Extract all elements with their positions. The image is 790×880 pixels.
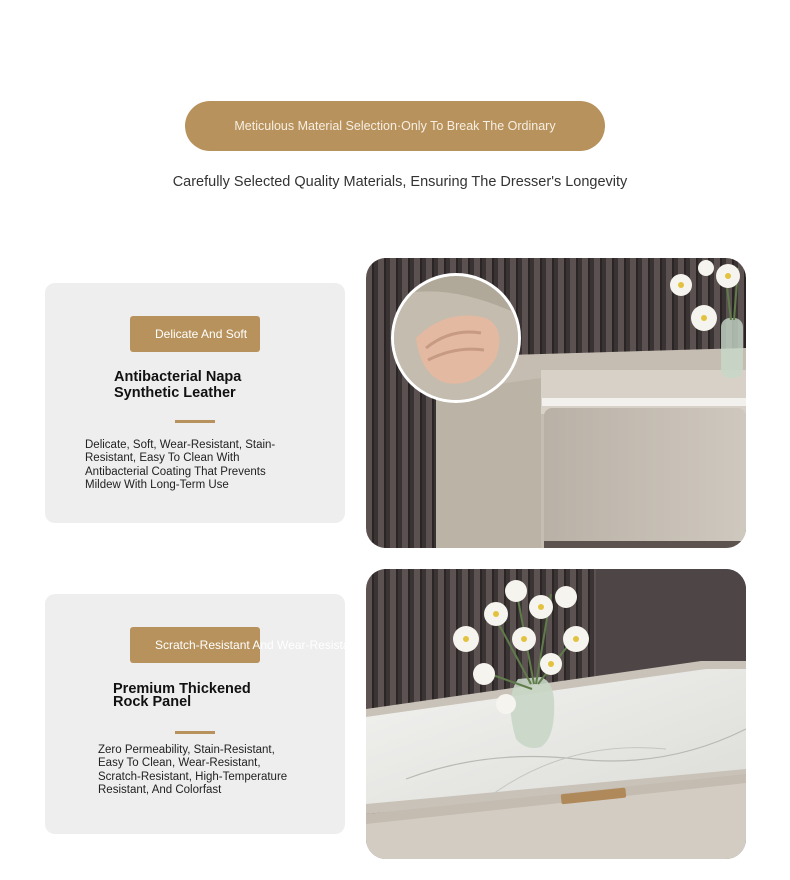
page-subtitle: Carefully Selected Quality Materials, Ensuring The Dresser's Longevity [172, 174, 628, 190]
accent-divider [175, 420, 215, 423]
feature-title: Premium Thickened Rock Panel [113, 681, 251, 710]
feature-description: Zero Permeability, Stain-Resistant, Easy To Clean, Wear-Resistant, Scratch-Resistant, High-Temperature Resistant, And Colorfast [98, 744, 288, 796]
feature-card-rock-panel [45, 594, 360, 834]
feature-description: Delicate, Soft, Wear-Resistant, Stain-Resistant, Easy To Clean With Antibacterial Coating That Prevents Mildew With Long-Term Use [85, 439, 276, 491]
feature-tag: Scratch-Resistant And Wear-Resistant [130, 627, 260, 663]
rock-panel-photo [366, 569, 746, 859]
accent-divider [175, 731, 215, 734]
feature-tag: Delicate And Soft [130, 316, 260, 352]
leather-drawer-photo [366, 258, 746, 548]
feature-title: Antibacterial Napa Synthetic Leather [114, 369, 242, 401]
header-pill: Meticulous Material Selection·Only To Break The Ordinary [185, 101, 605, 151]
feature-card-leather [45, 283, 345, 523]
